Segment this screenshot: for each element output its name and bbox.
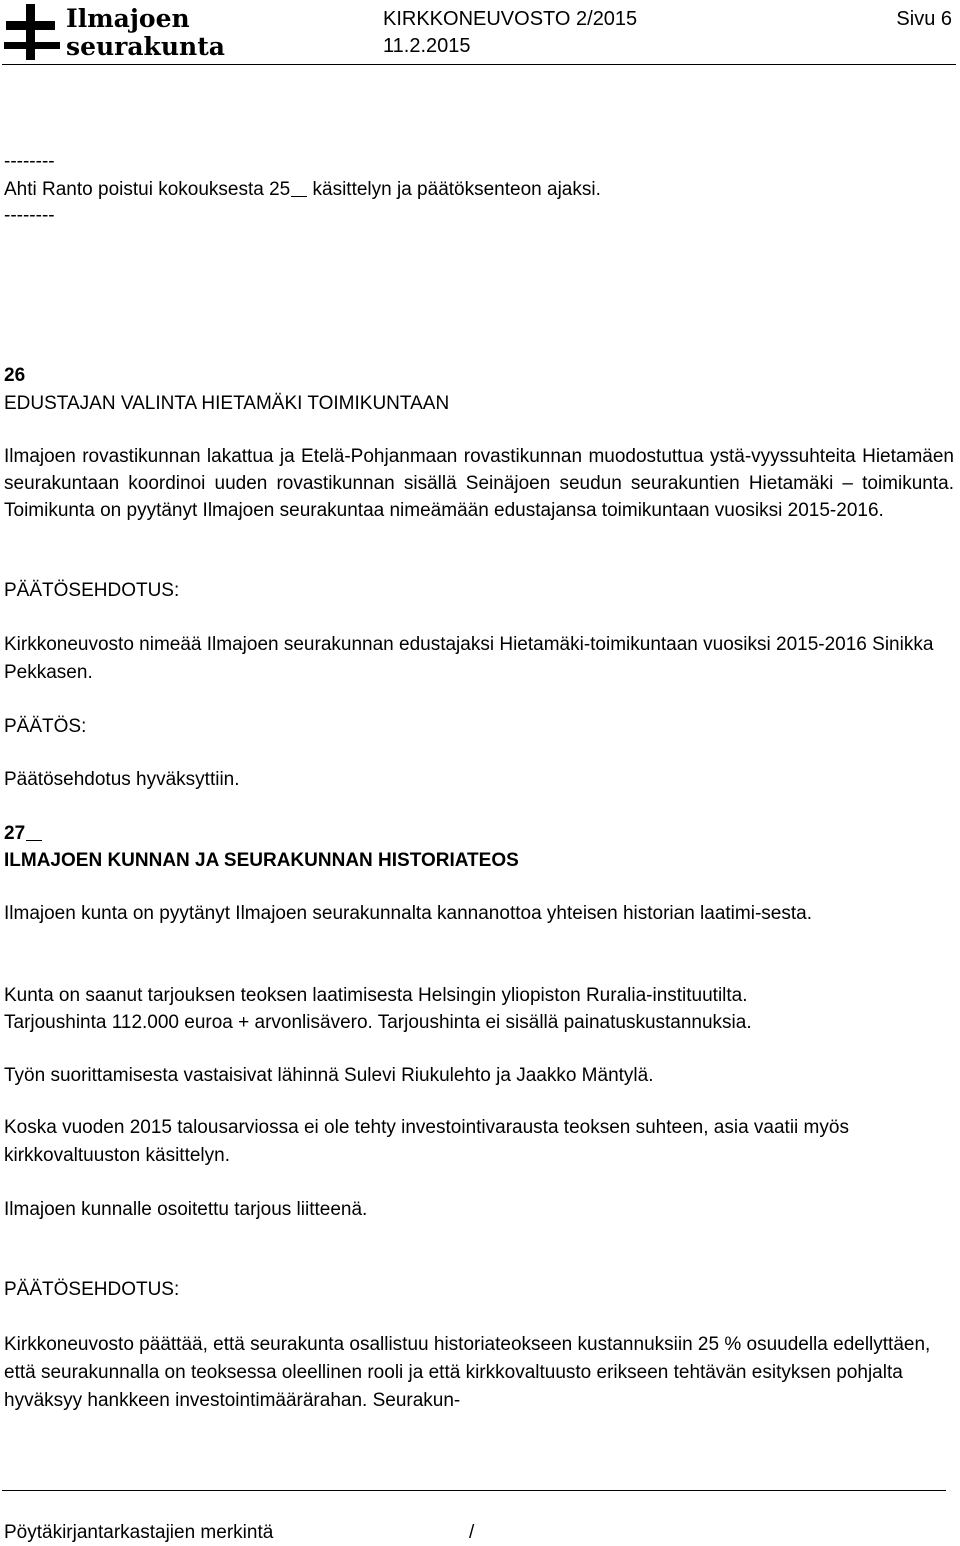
- notice-text: [4, 176, 954, 203]
- section-27-paragraph-3: Työn suorittamisesta vastaisivat lähinnä Sulevi Riukulehto ja Jaakko Mäntylä.: [4, 1065, 654, 1086]
- section-26-proposal: Kirkkoneuvosto nimeää Ilmajoen seurakunnan edustajaksi Hietamäki-toimikuntaan vuosiksi 2015-2016 Sinikka Pekkasen.: [4, 634, 934, 683]
- logo-line2: seurakunta: [66, 32, 225, 61]
- section-27-paragraph-5: Ilmajoen kunnalle osoitettu tarjous liitteenä.: [4, 1199, 368, 1220]
- section-26-body: Ilmajoen rovastikunnan lakattua ja Etelä-Pohjanmaan rovastikunnan muodostuttua ystä-vyyssuhteita Hietamäen seurakuntaan koordinoi uuden rovastikunnan sisällä Seinäjoen seudun seurakuntien Hietamäki – toimikunta. Toimikunta on pyytänyt Ilmajoen seurakuntaa nimeämään edustajansa toimikuntaan vuosiksi 2015-2016.: [4, 446, 954, 521]
- footer-slash: /: [469, 1522, 475, 1543]
- section-27-proposal-label: PÄÄTÖSEHDOTUS:: [4, 1279, 180, 1300]
- section-27-number: [4, 820, 954, 847]
- section-26-title: EDUSTAJAN VALINTA HIETAMÄKI TOIMIKUNTAAN: [4, 393, 450, 414]
- section-27-paragraph-1: Ilmajoen kunta on pyytänyt Ilmajoen seurakunnalta kannanottoa yhteisen historian laatimi-sesta.: [4, 903, 812, 924]
- section-sign-icon: [291, 182, 307, 197]
- notice-text-after: käsittelyn ja päätöksenteon ajaksi.: [307, 179, 601, 200]
- section-27-paragraph-4: Koska vuoden 2015 talousarviossa ei ole tehty investointivarausta teoksen suhteen, asia vaatii myös kirkkovaltuuston käsittelyn.: [4, 1117, 849, 1166]
- notice-text-before: Ahti Ranto poistui kokouksesta 25: [4, 179, 291, 200]
- notice-dashes-top: --------: [4, 151, 55, 172]
- section-27-number-text: 27: [4, 823, 26, 844]
- section-27-paragraph-2a: Kunta on saanut tarjouksen teoksen laatimisesta Helsingin yliopiston Ruralia-instituutilta.: [4, 985, 748, 1006]
- section-27-title: ILMAJOEN KUNNAN JA SEURAKUNNAN HISTORIATEOS: [4, 850, 519, 871]
- footer-rule: [2, 1490, 946, 1491]
- page-number: Sivu 6: [896, 8, 952, 30]
- footer-label: Pöytäkirjantarkastajien merkintä: [4, 1522, 274, 1543]
- section-27-proposal: Kirkkoneuvosto päättää, että seurakunta osallistuu historiateokseen kustannuksiin 25 % osuudella edellyttäen, että seurakunnalla on teoksessa oleellinen rooli ja että kirkkovaltuusto erikseen tehtävän esityksen pohjalta hyväksyy hankkeen investointimäärärahan. Seurakun-: [4, 1334, 931, 1411]
- logo-line1: Ilmajoen: [66, 4, 190, 33]
- section-26-decision: Päätösehdotus hyväksyttiin.: [4, 769, 240, 790]
- document-title: KIRKKONEUVOSTO 2/2015: [383, 8, 638, 30]
- section-sign-icon: [26, 826, 42, 841]
- notice-dashes-bottom: --------: [4, 205, 55, 226]
- header-rule: [2, 64, 956, 65]
- section-27-paragraph-2b: Tarjoushinta 112.000 euroa + arvonlisävero. Tarjoushinta ei sisällä painatuskustannuksia.: [4, 1012, 752, 1033]
- parish-logo: [2, 2, 242, 64]
- meeting-date: 11.2.2015: [383, 35, 471, 57]
- cross-icon: [4, 4, 60, 60]
- section-26-number: 26: [4, 365, 26, 386]
- section-26-proposal-label: PÄÄTÖSEHDOTUS:: [4, 580, 180, 601]
- section-26-decision-label: PÄÄTÖS:: [4, 716, 87, 737]
